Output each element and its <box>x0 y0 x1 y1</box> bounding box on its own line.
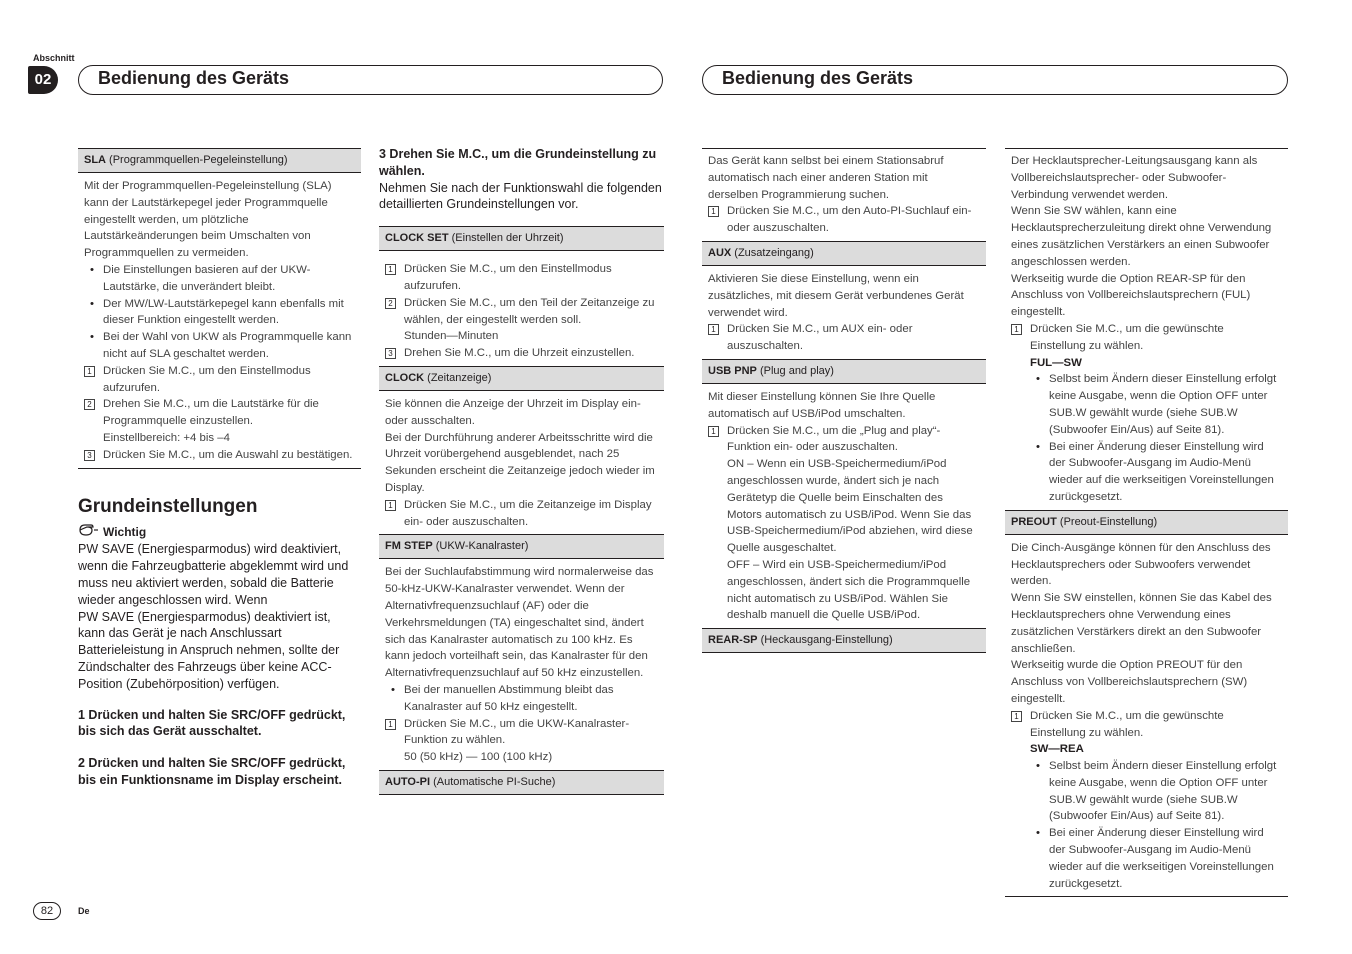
setting-header-rear-sp: REAR-SP (Heckausgang-Einstellung) <box>702 628 986 653</box>
setting-body-aux <box>702 266 986 359</box>
paragraph: Mit der Programmquellen-Pegeleinstellung (SLA) kann der Lautstärkepegel jeder Programmquelle eingestellt werden, um plötzliche Lautstärkeänderungen beim Umschalten von Programmquellen zu vermeiden. <box>84 180 332 260</box>
setting-header-auto-pi: AUTO-PI (Automatische PI-Suche) <box>379 770 664 795</box>
option-off: OFF – Wird ein USB-Speichermedium/iPod angeschlossen, ändert sich die Programmquelle nicht automatisch zu USB/iPod. Wählen Sie deshalb manuell die Quelle USB/iPod. <box>727 558 971 622</box>
step-item: 3 Drehen Sie M.C., um die Uhrzeit einzustellen. <box>385 345 658 362</box>
paragraph: Werkseitig wurde die Option PREOUT für den Anschluss von Vollbereichslautsprechern (SW) eingestellt. <box>1011 659 1248 705</box>
setting-header-clock-set: CLOCK SET (Einstellen der Uhrzeit) <box>379 226 664 251</box>
paragraph: Bei der Durchführung anderer Arbeitsschritte wird die Uhrzeit vorübergehend ausgeblendet, nach 25 Sekunden erscheint die Zeitanzeige jedoch wieder im Display. <box>385 431 655 494</box>
paragraph: Nehmen Sie nach der Funktionswahl die folgenden detaillierten Grundeinstellungen vor. <box>379 180 662 212</box>
setting-header-aux: AUX (Zusatzeingang) <box>702 241 986 266</box>
paragraph: Aktivieren Sie diese Einstellung, wenn ein zusätzliches, mit diesem Gerät verbundenes Gerät verwendet wird. <box>708 272 964 319</box>
step-number: 3 <box>84 450 95 461</box>
column-4 <box>1005 148 1288 897</box>
paragraph: PW SAVE (Energiesparmodus) wird deaktiviert, wenn die Fahrzeugbatterie abgeklemmt wird und muss neu aktiviert werden, sobald die Batterie wieder angeschlossen wird. Wenn <box>78 542 349 607</box>
step-heading: 1 Drücken und halten Sie SRC/OFF gedrückt, bis sich das Gerät ausschaltet. <box>78 707 346 739</box>
step-number: 1 <box>708 206 719 217</box>
column-2 <box>379 146 664 795</box>
section-label: Abschnitt <box>33 53 75 63</box>
step-number: 2 <box>84 399 95 410</box>
setting-body-clock <box>379 391 664 534</box>
step-item: 1 Drücken Sie M.C., um den Einstellmodus aufzurufen. <box>84 363 355 397</box>
paragraph: Das Gerät kann selbst bei einem Stationsabruf automatisch nach einer anderen Station mit derselben Programmierung suchen. <box>708 155 944 201</box>
bullet: • Der MW/LW-Lautstärkepegel kann ebenfalls mit dieser Funktion eingestellt werden. <box>84 296 355 330</box>
step-number: 1 <box>708 426 719 437</box>
step-item: 1 Drücken Sie M.C., um den Auto-PI-Suchlauf ein- oder auszuschalten. <box>708 203 980 237</box>
step-number: 3 <box>385 348 396 359</box>
paragraph: Der Hecklautsprecher-Leitungsausgang kann als Vollbereichslautsprecher- oder Subwoofer-Verbindung verwendet werden. <box>1011 155 1258 201</box>
paragraph: PW SAVE (Energiesparmodus) deaktiviert ist, kann das Gerät je nach Anschlussart Batterieleistung in Anspruch nehmen, sollte der Zündschalter des Fahrzeugs über keine ACC-Position (Zubehörposition) verfügen. <box>78 609 340 691</box>
step-number: 2 <box>385 298 396 309</box>
column-3 <box>702 148 986 653</box>
step-item: 1 Drücken Sie M.C., um den Einstellmodus aufzurufen. <box>385 261 658 295</box>
page-title-right: Bedienung des Geräts <box>722 68 914 88</box>
step-item: 1 Drücken Sie M.C., um die UKW-Kanalraster-Funktion zu wählen. 50 (50 kHz) — 100 (100 kHz) <box>385 716 658 766</box>
step-number: 1 <box>1011 711 1022 722</box>
step-heading: 2 Drücken und halten Sie SRC/OFF gedrückt, bis ein Funktionsname im Display erscheint. <box>78 756 346 787</box>
paragraph: Die Cinch-Ausgänge können für den Anschluss des Hecklautsprechers oder Subwoofers verwendet werden. <box>1011 541 1271 588</box>
page-title-left: Bedienung des Geräts <box>98 68 290 88</box>
step-item: 2 Drehen Sie M.C., um die Lautstärke für die Programmquelle einzustellen. Einstellbereich: +4 bis –4 <box>84 396 355 446</box>
setting-header-usb-pnp: USB PNP (Plug and play) <box>702 359 986 384</box>
bullet: • Bei einer Änderung dieser Einstellung wird der Subwoofer-Ausgang im Audio-Menü wieder auf die werkseitigen Voreinstellungen zurückgesetzt. <box>1030 439 1282 506</box>
setting-body-usb-pnp <box>702 384 986 628</box>
setting-body-auto-pi <box>702 151 986 241</box>
paragraph: Bei der Suchlaufabstimmung wird normalerweise das 50-kHz-UKW-Kanalraster verwendet. Wenn der Alternativfrequenzsuchlauf (AF) oder die Verkehrsmeldungen (TA) eingeschaltet sind, ändert sich das Kanalraster automatisch zu 100 kHz. Es kann jedoch vorteilhaft sein, das Kanalraster für den Alternativfrequenzsuchlauf auf 50 kHz einzustellen. <box>385 566 654 680</box>
step-number: 1 <box>385 719 396 730</box>
setting-header-sla: SLA (Programmquellen-Pegeleinstellung) <box>78 148 361 173</box>
setting-header-clock: CLOCK (Zeitanzeige) <box>379 366 664 391</box>
column-1 <box>78 148 361 789</box>
paragraph: Werkseitig wurde die Option REAR-SP für den Anschluss von Vollbereichslautsprechern (FUL) eingestellt. <box>1011 272 1251 319</box>
setting-body-sla <box>78 173 361 469</box>
paragraph: Mit dieser Einstellung können Sie Ihre Quelle automatisch auf USB/iPod umschalten. <box>708 390 936 420</box>
setting-body-clock-set <box>379 251 664 366</box>
bullet: • Bei einer Änderung dieser Einstellung wird der Subwoofer-Ausgang im Audio-Menü wieder auf die werkseitigen Voreinstellungen zurückgesetzt. <box>1030 825 1282 892</box>
setting-body-fm-step <box>379 559 664 770</box>
language-code: De <box>78 906 90 916</box>
step-number: 1 <box>385 500 396 511</box>
setting-header-fm-step: FM STEP (UKW-Kanalraster) <box>379 534 664 559</box>
setting-header-preout: PREOUT (Preout-Einstellung) <box>1005 510 1288 535</box>
bullet: • Die Einstellungen basieren auf der UKW-Lautstärke, die unverändert bleibt. <box>84 262 355 296</box>
step-number: 1 <box>1011 324 1022 335</box>
step-number: 1 <box>84 366 95 377</box>
section-title: Grundeinstellungen <box>78 495 258 517</box>
step-item: 2 Drücken Sie M.C., um den Teil der Zeitanzeige zu wählen, der eingestellt werden soll. Stunden—Minuten <box>385 295 658 345</box>
setting-body-rear-sp <box>1005 151 1288 510</box>
step-item: 1 Drücken Sie M.C., um die gewünschte Einstellung zu wählen. SW—REA <box>1011 708 1282 758</box>
paragraph: Wenn Sie SW einstellen, können Sie das Kabel des Hecklautsprechers ohne Verwendung eines zusätzlichen Verstärkers direkt an den Subwoofer anschließen. <box>1011 592 1272 655</box>
step-item: 3 Drücken Sie M.C., um die Auswahl zu bestätigen. <box>84 447 355 464</box>
step-item: 1 Drücken Sie M.C., um AUX ein- oder auszuschalten. <box>708 321 980 355</box>
step-item: 1 Drücken Sie M.C., um die gewünschte Einstellung zu wählen. FUL—SW <box>1011 321 1282 371</box>
option-on: ON – Wenn ein USB-Speichermedium/iPod angeschlossen wurde, ändert sich je nach Gerätetyp die Quelle beim Einschalten des Motors automatisch zu USB/iPod. Wenn Sie das USB-Speichermedium/iPod abziehen, wird diese Quelle ausgeschaltet. <box>727 458 973 555</box>
bullet: • Selbst beim Ändern dieser Einstellung erfolgt keine Ausgabe, wenn die Option OFF unter SUB.W gewählt wurde (siehe SUB.W (Subwoofer Ein/Aus) auf Seite 81). <box>1030 758 1282 825</box>
bullet: • Bei der manuellen Abstimmung bleibt das Kanalraster auf 50 kHz eingestellt. <box>385 682 658 716</box>
step-item: 1 Drücken Sie M.C., um die Zeitanzeige im Display ein- oder auszuschalten. <box>385 497 658 531</box>
step-number: 1 <box>385 264 396 275</box>
step-item: 1 Drücken Sie M.C., um die „Plug and play“-Funktion ein- oder auszuschalten. <box>708 423 980 457</box>
important-note: Wichtig <box>78 523 361 542</box>
section-number: 02 <box>28 66 58 94</box>
hand-icon <box>78 523 100 542</box>
paragraph: Wenn Sie SW wählen, kann eine Hecklautsprecherzuleitung direkt ohne Verwendung eines zusätzlichen Verstärkers an einen Subwoofer angeschlossen werden. <box>1011 205 1272 268</box>
bullet: • Selbst beim Ändern dieser Einstellung erfolgt keine Ausgabe, wenn die Option OFF unter SUB.W gewählt wurde (siehe SUB.W (Subwoofer Ein/Aus) auf Seite 81). <box>1030 371 1282 438</box>
page-number: 82 <box>33 902 61 920</box>
step-number: 1 <box>708 324 719 335</box>
step-heading: 3 Drehen Sie M.C., um die Grundeinstellung zu wählen. <box>379 147 657 178</box>
bullet: • Bei der Wahl von UKW als Programmquelle kann nicht auf SLA geschaltet werden. <box>84 329 355 363</box>
paragraph: Sie können die Anzeige der Uhrzeit im Display ein- oder ausschalten. <box>385 397 641 427</box>
setting-body-preout <box>1005 535 1288 898</box>
